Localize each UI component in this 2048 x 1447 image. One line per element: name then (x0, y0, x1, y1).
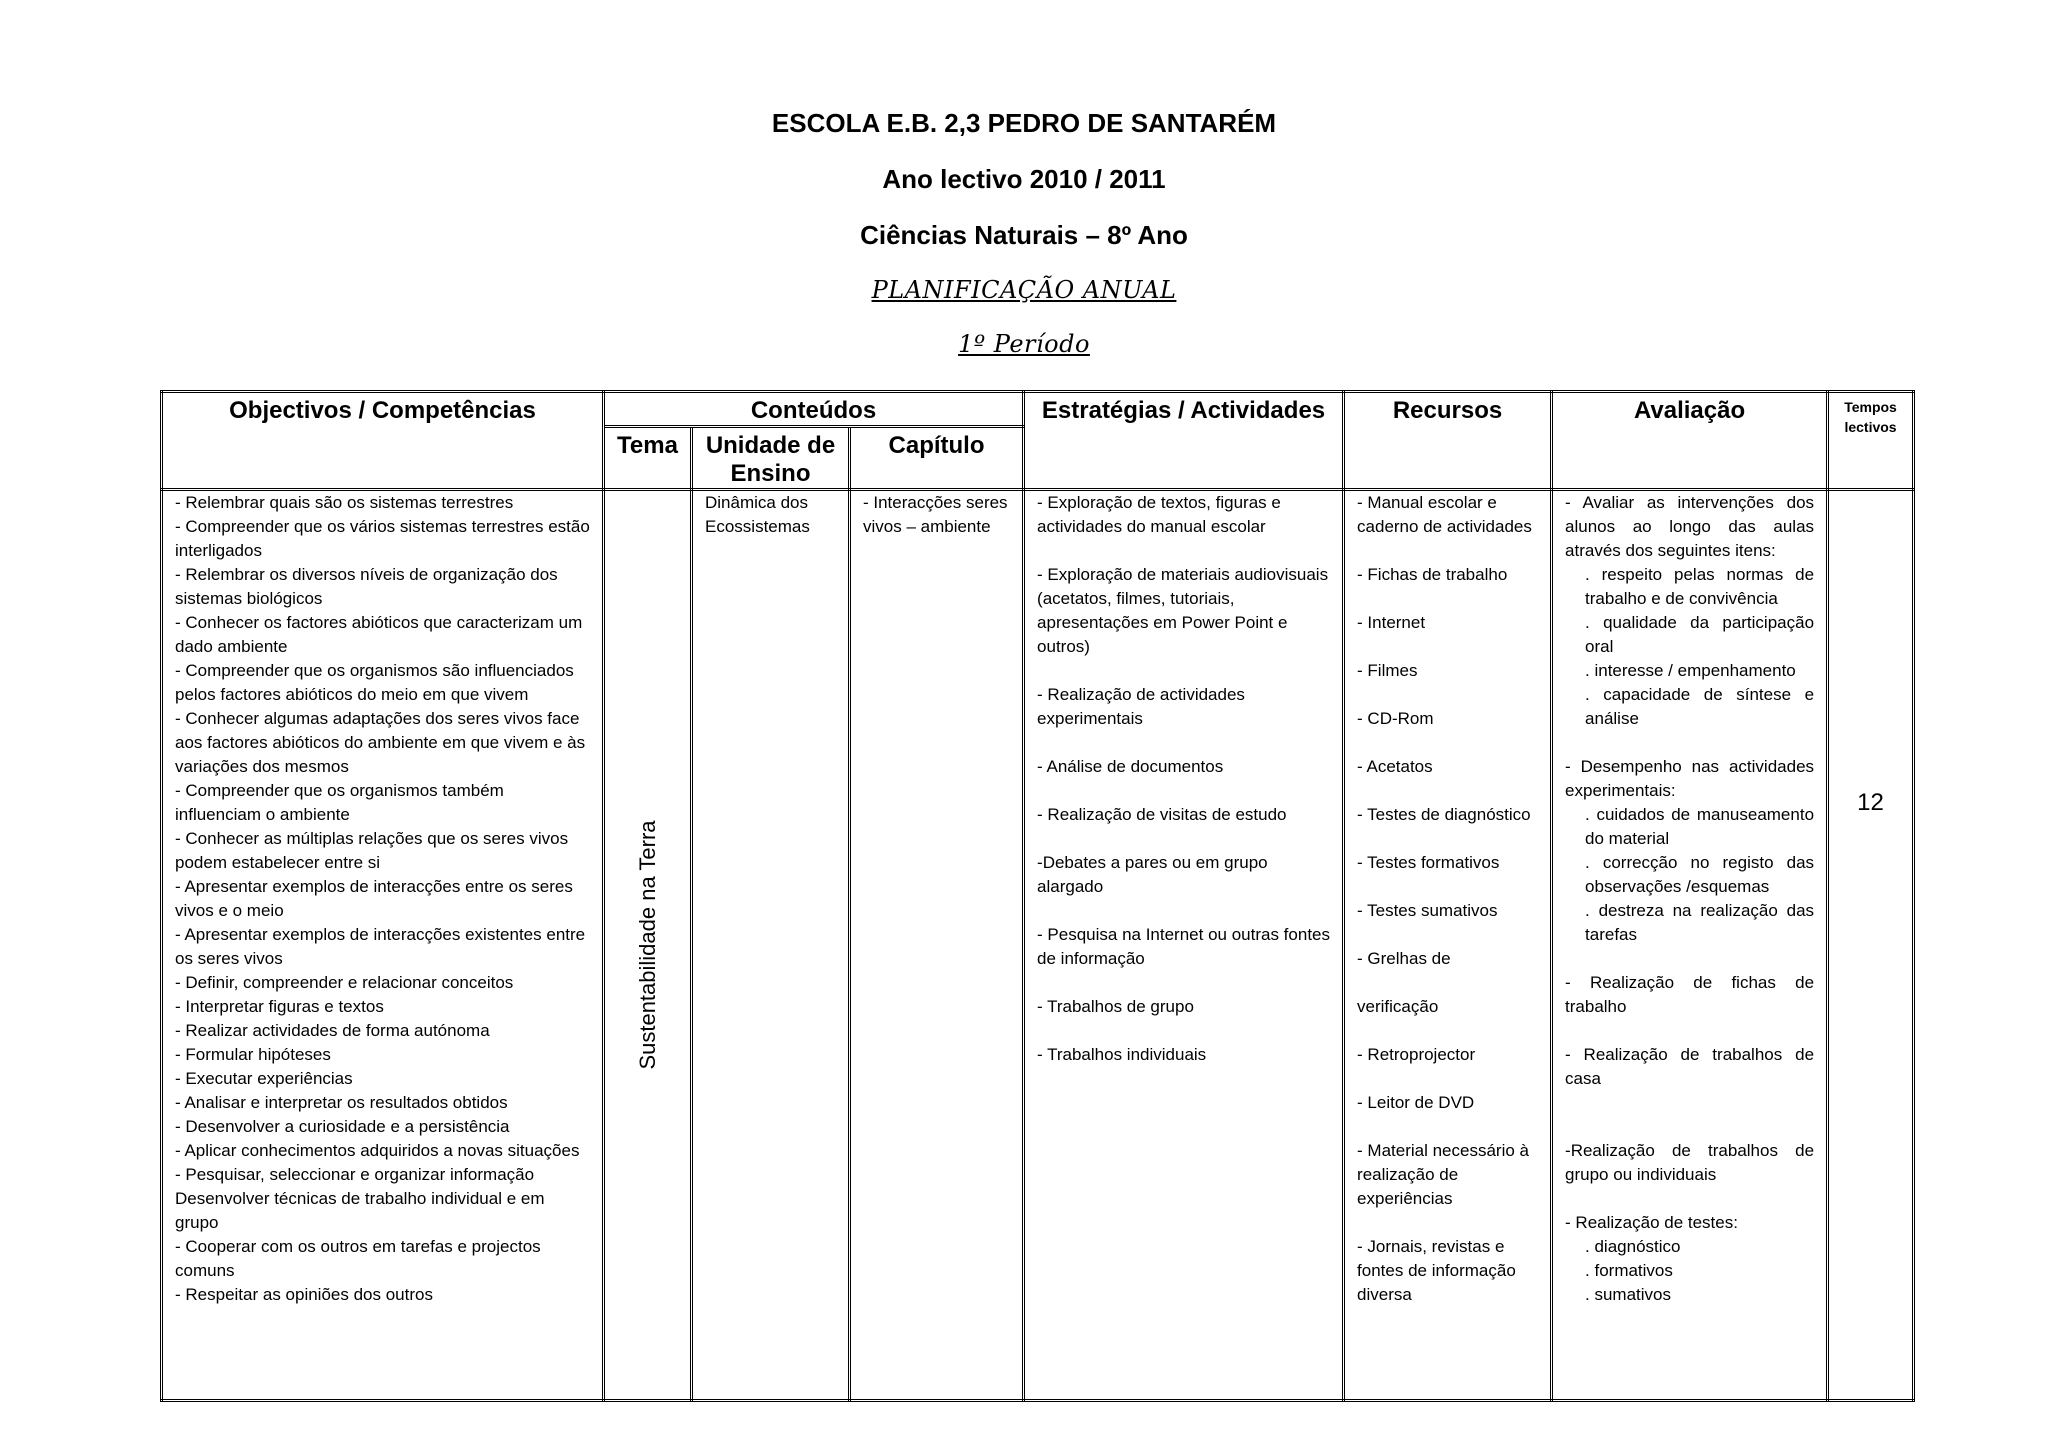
header-conteudos: Conteúdos (604, 392, 1024, 427)
objectivo-item: - Definir, compreender e relacionar conceitos (175, 973, 514, 992)
recurso-item: - Retroprojector (1357, 1045, 1476, 1064)
plan-title: PLANIFICAÇÃO ANUAL (871, 276, 1177, 304)
avaliacao-item: . interesse / empenhamento (1585, 661, 1796, 680)
period-title: 1º Período (958, 330, 1090, 358)
tema-cell (604, 490, 692, 1401)
teste-item: . diagnóstico (1585, 1237, 1681, 1256)
objectivo-item: - Pesquisar, seleccionar e organizar informação Desenvolver técnicas de trabalho individual e em grupo (175, 1165, 545, 1232)
avaliacao-testes: - Realização de testes: (1565, 1213, 1738, 1232)
subject-title: Ciências Naturais – 8º Ano (860, 220, 1188, 250)
objectivo-item: - Interpretar figuras e textos (175, 997, 384, 1016)
unidade-cell (692, 490, 850, 1401)
header-avaliacao: Avaliação (1552, 392, 1828, 490)
objectivo-item: - Analisar e interpretar os resultados obtidos (175, 1093, 508, 1112)
desempenho-item: . correcção no registo das observações /esquemas (1585, 853, 1815, 896)
planning-table (160, 390, 1915, 1402)
estrategia-item: - Análise de documentos (1037, 757, 1224, 776)
recurso-item: verificação (1357, 997, 1439, 1016)
avaliacao-desempenho-itens (1565, 803, 1814, 947)
recursos-list (1357, 491, 1538, 1307)
header-estrategias: Estratégias / Actividades (1024, 392, 1344, 490)
header-objectivos: Objectivos / Competências (162, 392, 604, 490)
objectivo-item: - Realizar actividades de forma autónoma (175, 1021, 490, 1040)
desempenho-item: . cuidados de manuseamento do material (1585, 805, 1815, 848)
estrategia-item: -Debates a pares ou em grupo alargado (1037, 853, 1268, 896)
objectivo-item: - Desenvolver a curiosidade e a persistência (175, 1117, 510, 1136)
objectivo-item: - Aplicar conhecimentos adquiridos a novas situações (175, 1141, 580, 1160)
header-tema: Tema (604, 427, 692, 490)
estrategia-item: - Realização de visitas de estudo (1037, 805, 1287, 824)
objectivo-item: - Compreender que os vários sistemas terrestres estão interligados (175, 517, 590, 560)
estrategia-item: - Exploração de textos, figuras e actividades do manual escolar (1037, 493, 1281, 536)
teste-item: . formativos (1585, 1261, 1673, 1280)
estrategia-item: - Exploração de materiais audiovisuais (acetatos, filmes, tutoriais, apresentações em Power Point e outros) (1037, 565, 1329, 656)
objectivo-item: - Conhecer as múltiplas relações que os seres vivos podem estabelecer entre si (175, 829, 569, 872)
document-header (0, 108, 2048, 384)
recurso-item: - Fichas de trabalho (1357, 565, 1508, 584)
objectivo-item: - Executar experiências (175, 1069, 353, 1088)
tema-text: Sustentabilidade na Terra (634, 820, 660, 1070)
avaliacao-grupo: -Realização de trabalhos de grupo ou individuais (1565, 1141, 1815, 1184)
avaliacao-item: . capacidade de síntese e análise (1585, 685, 1815, 728)
unidade-text: Dinâmica dos Ecossistemas (705, 493, 810, 536)
objectivo-item: - Compreender que os organismos são influenciados pelos factores abióticos do meio em que vivem (175, 661, 574, 704)
avaliacao-cell (1552, 490, 1828, 1401)
recurso-item: - Testes de diagnóstico (1357, 805, 1531, 824)
recurso-item: - Filmes (1357, 661, 1418, 680)
avaliacao-intro: - Avaliar as intervenções dos alunos ao longo das aulas através dos seguintes itens: (1565, 493, 1815, 560)
school-year: Ano lectivo 2010 / 2011 (882, 164, 1166, 194)
estrategia-item: - Pesquisa na Internet ou outras fontes de informação (1037, 925, 1330, 968)
objectivo-item: - Compreender que os organismos também influenciam o ambiente (175, 781, 504, 824)
recurso-item: - Manual escolar e caderno de actividades (1357, 493, 1532, 536)
recurso-item: - Testes sumativos (1357, 901, 1498, 920)
teste-item: . sumativos (1585, 1285, 1672, 1304)
recurso-item: - Leitor de DVD (1357, 1093, 1475, 1112)
estrategia-item: - Trabalhos individuais (1037, 1045, 1207, 1064)
capitulo-text: - Interacções seres vivos – ambiente (863, 493, 1008, 536)
avaliacao-item: . respeito pelas normas de trabalho e de convivência (1585, 565, 1815, 608)
objectivo-item: - Conhecer algumas adaptações dos seres vivos face aos factores abióticos do ambiente em que vivem e às variações dos mesmos (175, 709, 586, 776)
header-capitulo: Capítulo (850, 427, 1024, 490)
objectivo-item: - Conhecer os factores abióticos que caracterizam um dado ambiente (175, 613, 583, 656)
avaliacao-casa: - Realização de trabalhos de casa (1565, 1045, 1815, 1088)
recurso-item: - Grelhas de (1357, 949, 1451, 968)
recursos-cell (1344, 490, 1552, 1401)
objectivos-cell (162, 490, 604, 1401)
header-recursos: Recursos (1344, 392, 1552, 490)
header-tempos: Tempos lectivos (1828, 392, 1914, 490)
recurso-item: - Jornais, revistas e fontes de informação diversa (1357, 1237, 1516, 1304)
estrategia-item: - Trabalhos de grupo (1037, 997, 1194, 1016)
recurso-item: - Testes formativos (1357, 853, 1500, 872)
objectivos-list (175, 491, 590, 1307)
estrategias-list (1037, 491, 1330, 1067)
desempenho-item: . destreza na realização das tarefas (1585, 901, 1815, 944)
capitulo-cell (850, 490, 1024, 1401)
recurso-item: - CD-Rom (1357, 709, 1434, 728)
recurso-item: - Acetatos (1357, 757, 1433, 776)
estrategias-cell (1024, 490, 1344, 1401)
avaliacao-item: . qualidade da participação oral (1585, 613, 1815, 656)
header-unidade: Unidade de Ensino (692, 427, 850, 490)
objectivo-item: - Respeitar as opiniões dos outros (175, 1285, 433, 1304)
objectivo-item: - Formular hipóteses (175, 1045, 331, 1064)
avaliacao-itens (1565, 563, 1814, 731)
tempos-cell (1828, 490, 1914, 1401)
estrategia-item: - Realização de actividades experimentais (1037, 685, 1245, 728)
tempos-value: 12 (1857, 789, 1884, 816)
objectivo-item: - Relembrar quais são os sistemas terrestres (175, 493, 514, 512)
objectivo-item: - Apresentar exemplos de interacções entre os seres vivos e o meio (175, 877, 573, 920)
avaliacao-fichas: - Realização de fichas de trabalho (1565, 973, 1815, 1016)
recurso-item: - Material necessário à realização de experiências (1357, 1141, 1529, 1208)
recurso-item: - Internet (1357, 613, 1426, 632)
objectivo-item: - Relembrar os diversos níveis de organização dos sistemas biológicos (175, 565, 558, 608)
objectivo-item: - Apresentar exemplos de interacções existentes entre os seres vivos (175, 925, 586, 968)
objectivo-item: - Cooperar com os outros em tarefas e projectos comuns (175, 1237, 541, 1280)
avaliacao-testes-itens (1565, 1235, 1814, 1307)
school-name: ESCOLA E.B. 2,3 PEDRO DE SANTARÉM (771, 108, 1277, 138)
avaliacao-desempenho: - Desempenho nas actividades experimentais: (1565, 757, 1815, 800)
